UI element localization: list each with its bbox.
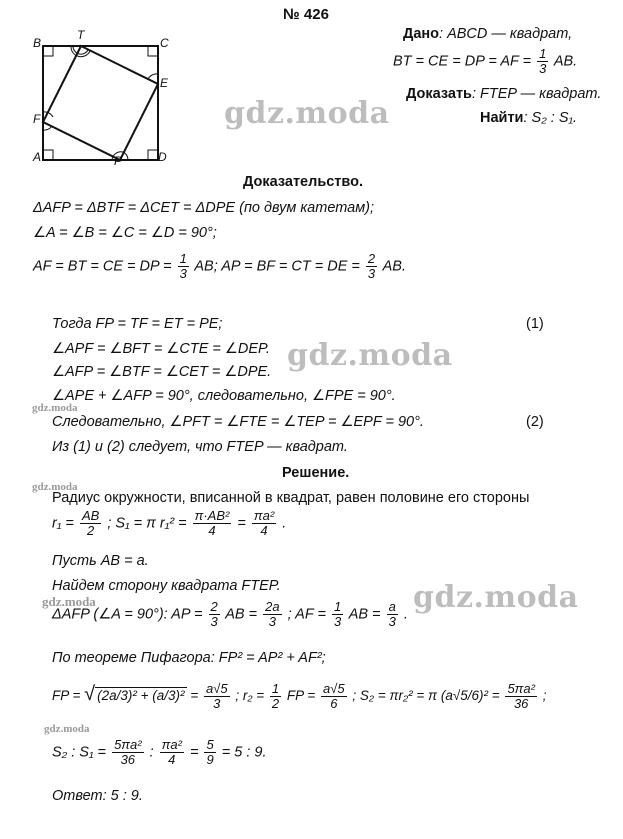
frac-num: 1 [333,599,342,614]
arc-e [148,74,158,79]
s2-frac-3 [252,509,276,538]
given-equal: BT = CE = DP = AF = [393,53,532,70]
given-line-2 [393,47,577,76]
s7b: = [190,688,199,704]
watermark-small-3: gdz.moda [42,594,96,609]
frac-den: 3 [179,266,187,281]
frac-num: a√5 [323,681,345,696]
frac-den: 3 [333,614,342,629]
s8-frac-2 [160,738,184,767]
prove-label: Доказать [406,86,472,102]
frac-den: 3 [388,614,396,629]
frac-den: 4 [168,752,176,767]
solution-line-1: Радиус окружности, вписанной в квадрат, равен половине его стороны [52,490,530,506]
s2a: r₁ = [52,515,74,532]
right-angle-c [148,46,158,56]
watermark-small-2: gdz.moda [32,481,78,493]
s7-frac-1 [204,682,230,711]
frac-den: 36 [120,752,136,767]
s2c: = [237,515,246,532]
prove-text: : FTEP — квадрат. [471,86,602,102]
s8-frac-3 [204,738,215,767]
given-tail: AB. [553,53,578,70]
solution-line-6: По теореме Пифагора: FP² = AP² + AF²; [52,650,326,666]
proof-frac-1 [178,252,189,281]
label-a: A [33,150,42,164]
frac-num: a√5 [205,681,228,696]
solution-line-8 [52,738,266,767]
label-f: F [33,112,41,126]
frac-num: π·AB² [194,508,230,523]
watermark-1: gdz.moda [224,96,390,131]
find-text: : S₂ : S₁. [523,110,578,126]
s5-frac-3 [332,600,343,629]
s7f: = [491,688,500,704]
s7-frac-2 [270,682,281,711]
s5b: AB = [225,606,258,623]
problem-number: № 426 [283,6,329,23]
s8d: = 5 : 9. [221,744,267,761]
answer-text: : 5 : 9. [102,788,143,804]
proof-tag-1: (1) [526,316,544,332]
frac-den: 36 [513,696,529,711]
label-t: T [77,28,85,42]
frac-num: 5 [206,737,214,752]
frac-den: 2 [86,523,95,538]
frac-den: 3 [367,266,376,281]
proof-line-6: ∠AFP = ∠BTF = ∠CET = ∠DPE. [52,364,272,380]
solution-line-5 [52,600,408,629]
s7c: ; r₂ = [235,688,265,704]
s5-frac-4 [387,600,398,629]
label-b: B [33,36,42,50]
right-angle-a [43,150,53,160]
frac-den: 3 [539,61,547,76]
frac-num: 5πa² [507,681,535,696]
s7g: ; [542,688,547,704]
s8a: S₂ : S₁ = [52,744,107,761]
frac-den: 3 [210,614,218,629]
frac-den: 6 [330,696,338,711]
given-fraction [537,47,548,76]
solution-line-4: Найдем сторону квадрата FTEP. [52,578,281,594]
frac-num: 1 [539,46,547,61]
solution-title: Решение. [282,465,350,481]
label-c: C [160,36,169,50]
s7e: ; S₂ = πr₂² = π [352,688,438,704]
sqrt-radicand: (2a/3)² + (a/3)² [97,688,185,704]
label-d: D [158,150,167,164]
frac-num: 5πa² [114,737,142,752]
frac-num: πa² [253,508,275,523]
frac-den: 4 [260,523,268,538]
solution-line-2 [52,509,286,538]
s7a: FP = [52,688,81,704]
answer-line [52,788,143,804]
proof-tag-2: (2) [526,414,544,430]
s8-frac-1 [112,738,144,767]
s2-frac-2 [193,509,232,538]
solution-line-3: Пусть AB = a. [52,553,149,569]
label-p: P [114,154,123,168]
frac-num: AB [81,508,100,523]
watermark-2: gdz.moda [287,338,453,373]
square-abcd [43,46,158,160]
square-ftep [43,46,158,160]
s2b: ; S₁ = π r₁² = [107,515,187,532]
sqrt-sign: √ [84,683,96,706]
proof-line-8: Следовательно, ∠PFT = ∠FTE = ∠TEP = ∠EPF = 90°. [52,414,424,430]
given-label: Дано [403,26,440,42]
frac-num: a [388,599,396,614]
frac-den: 2 [271,696,280,711]
frac-num: 1 [271,681,280,696]
s5d: AB = [348,606,381,623]
proof-line-4: Тогда FP = TF = ET = PE; [52,316,223,332]
frac-den: 3 [268,614,276,629]
frac-num: 1 [179,251,187,266]
s7-frac-3 [321,682,347,711]
proof-line-7: ∠APE + ∠AFP = 90°, следовательно, ∠FPE = 90°. [52,388,396,404]
frac-num: 2 [210,599,218,614]
s2d: . [282,515,287,532]
right-angle-d [148,150,158,160]
s8b: : [149,744,154,761]
proof-line-3 [33,252,406,281]
proof-line-9: Из (1) и (2) следует, что FTEP — квадрат. [52,439,348,455]
frac-num: 2 [367,251,376,266]
frac-den: 3 [213,696,221,711]
arc-f [43,112,53,117]
frac-num: πa² [161,737,182,752]
proof-line-5: ∠APF = ∠BFT = ∠CTE = ∠DEP. [52,341,270,357]
proof-l3c: AB. [382,258,407,275]
square-figure [28,26,173,171]
solution-line-7 [52,682,546,711]
proof-line-1: ΔAFP = ΔBTF = ΔCET = ΔDPE (по двум катетам); [33,200,375,216]
proof-title: Доказательство. [243,174,364,190]
s5c: ; AF = [287,606,326,623]
label-e: E [160,76,169,90]
proof-line-2: ∠A = ∠B = ∠C = ∠D = 90°; [33,225,217,241]
frac-den: 4 [208,523,216,538]
proof-l3a: AF = BT = CE = DP = [33,258,172,275]
s5-frac-2 [263,600,281,629]
watermark-small-1: gdz.moda [32,402,78,414]
given-line-1 [403,26,572,42]
s5a: ΔAFP (∠A = 90°): AP = [52,606,203,623]
find-label: Найти [480,110,524,126]
s7d: FP = [286,688,316,704]
watermark-small-4: gdz.moda [44,723,90,735]
s8c: = [189,744,199,761]
proof-frac-2 [366,252,377,281]
given-text: : ABCD — квадрат, [439,26,573,42]
find-line [480,110,577,126]
s7f4: (a√5/6)² [440,688,489,704]
frac-den: 9 [206,752,214,767]
right-angle-b [43,46,53,56]
s7-frac-5 [505,682,537,711]
proof-l3b: AB; AP = BF = CT = DE = [194,258,360,275]
frac-num: 2a [265,599,280,614]
prove-line [406,86,601,102]
s2-frac-1 [80,509,101,538]
answer-label: Ответ [52,788,103,804]
s5-frac-1 [209,600,220,629]
watermark-3: gdz.moda [413,580,579,615]
s5e: . [403,606,408,623]
